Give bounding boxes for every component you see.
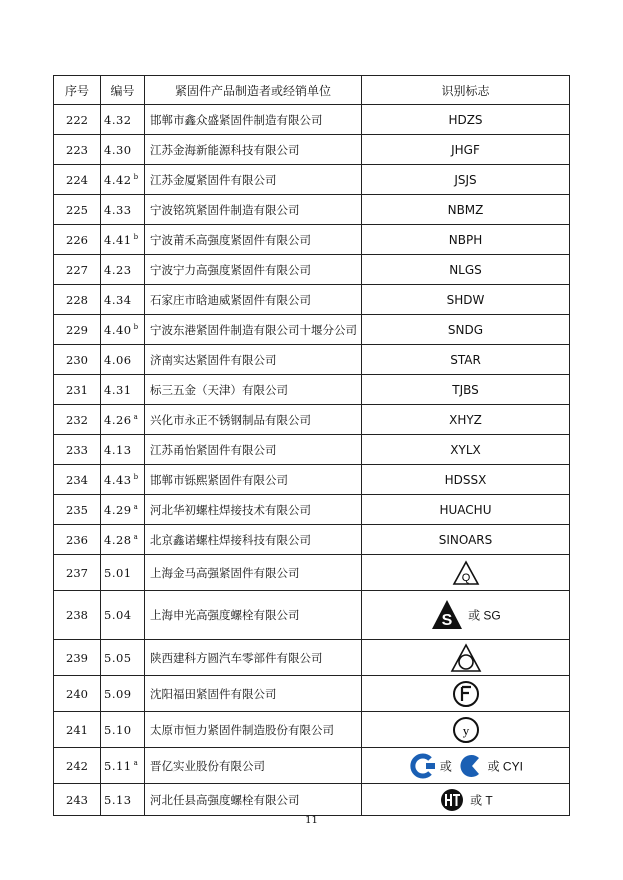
cell-name: 宁波宁力高强度紧固件有限公司 (145, 255, 362, 285)
table-row (54, 676, 570, 712)
cell-code (101, 285, 145, 315)
code-sup: b (133, 172, 139, 181)
circle-triangle-logo-icon (450, 643, 482, 673)
cell-seq: 222 (54, 105, 101, 135)
cell-name: 江苏甬怡紧固件有限公司 (145, 435, 362, 465)
cell-seq: 231 (54, 375, 101, 405)
table-row (54, 591, 570, 640)
cell-mark: XYLX (362, 435, 570, 465)
cell-seq: 233 (54, 435, 101, 465)
cell-code (101, 345, 145, 375)
code-value: 5.13 (104, 792, 132, 807)
cell-code (101, 555, 145, 591)
code-value: 4.32 (104, 112, 132, 127)
cell-code (101, 135, 145, 165)
fastener-table (53, 75, 570, 816)
cell-seq: 240 (54, 676, 101, 712)
cell-mark: NBMZ (362, 195, 570, 225)
svg-text:S: S (441, 612, 453, 629)
code-value: 4.34 (104, 292, 132, 307)
header-name: 紧固件产品制造者或经销单位 (145, 76, 362, 105)
cell-code (101, 784, 145, 816)
code-value: 4.23 (104, 262, 132, 277)
table-row (54, 105, 570, 135)
table-row (54, 165, 570, 195)
cell-name: 晋亿实业股份有限公司 (145, 748, 362, 784)
cell-seq: 228 (54, 285, 101, 315)
cell-seq: 241 (54, 712, 101, 748)
code-sup: a (133, 758, 139, 767)
code-value: 5.05 (104, 650, 132, 665)
cell-name: 邯郸市铄熙紧固件有限公司 (145, 465, 362, 495)
cell-mark (362, 640, 570, 676)
cell-name: 河北任县高强度螺栓有限公司 (145, 784, 362, 816)
cell-code (101, 375, 145, 405)
cell-mark: TJBS (362, 375, 570, 405)
cell-name: 济南实达紧固件有限公司 (145, 345, 362, 375)
cell-seq: 243 (54, 784, 101, 816)
cell-code (101, 640, 145, 676)
page-number: 11 (305, 815, 318, 826)
code-value: 4.43 (104, 472, 132, 487)
table-row (54, 315, 570, 345)
cell-code (101, 195, 145, 225)
cell-seq: 224 (54, 165, 101, 195)
table-row (54, 495, 570, 525)
cell-name: 河北华初螺柱焊接技术有限公司 (145, 495, 362, 525)
code-sup: a (133, 412, 139, 421)
cell-code (101, 525, 145, 555)
svg-text:Q: Q (461, 571, 470, 584)
circle-y-logo-icon (452, 716, 480, 744)
cell-name: 太原市恒力紧固件制造股份有限公司 (145, 712, 362, 748)
code-value: 4.30 (104, 142, 132, 157)
cell-mark: SINOARS (362, 525, 570, 555)
code-sup: a (133, 532, 139, 541)
table-row (54, 465, 570, 495)
mark-alt-text: 或 CYI (487, 759, 523, 773)
triangle-sg-logo-icon (430, 598, 464, 632)
cell-seq: 223 (54, 135, 101, 165)
code-value: 5.10 (104, 722, 132, 737)
cell-seq: 227 (54, 255, 101, 285)
cell-name: 石家庄市晗迪威紧固件有限公司 (145, 285, 362, 315)
cell-code (101, 435, 145, 465)
cell-seq: 234 (54, 465, 101, 495)
table-row (54, 135, 570, 165)
cell-mark: JHGF (362, 135, 570, 165)
header-mark: 识别标志 (362, 76, 570, 105)
cell-code (101, 495, 145, 525)
mark-alt-text: 或 T (470, 793, 493, 807)
cell-code (101, 591, 145, 640)
cell-seq: 230 (54, 345, 101, 375)
code-value: 4.28 (104, 532, 132, 547)
code-sup: a (133, 502, 139, 511)
cell-name: 标三五金（天津）有限公司 (145, 375, 362, 405)
cell-mark: HDZS (362, 105, 570, 135)
cell-name: 北京鑫诺螺柱焊接科技有限公司 (145, 525, 362, 555)
cell-seq: 225 (54, 195, 101, 225)
cell-code (101, 255, 145, 285)
code-value: 4.29 (104, 502, 132, 517)
cell-name: 江苏金海新能源科技有限公司 (145, 135, 362, 165)
table-row (54, 748, 570, 784)
cell-code (101, 225, 145, 255)
table-row (54, 435, 570, 465)
cell-name: 上海申光高强度螺栓有限公司 (145, 591, 362, 640)
cell-seq: 242 (54, 748, 101, 784)
triangle-q-logo-icon (452, 560, 480, 586)
cell-mark (362, 748, 570, 784)
cell-code (101, 465, 145, 495)
cell-mark: HUACHU (362, 495, 570, 525)
code-sup: b (133, 322, 139, 331)
code-sup: b (133, 232, 139, 241)
table-row (54, 255, 570, 285)
table-row (54, 784, 570, 816)
cell-mark: HDSSX (362, 465, 570, 495)
cell-mark (362, 784, 570, 816)
cell-mark (362, 712, 570, 748)
cell-seq: 237 (54, 555, 101, 591)
cell-mark: STAR (362, 345, 570, 375)
code-value: 4.33 (104, 202, 132, 217)
cell-name: 邯郸市鑫众盛紧固件制造有限公司 (145, 105, 362, 135)
table-row (54, 555, 570, 591)
jinyi-c-logo-icon (408, 753, 436, 779)
svg-text:y: y (462, 722, 469, 738)
table-row (54, 712, 570, 748)
cell-code (101, 315, 145, 345)
cell-seq: 232 (54, 405, 101, 435)
cell-code (101, 165, 145, 195)
cell-seq: 226 (54, 225, 101, 255)
cell-name: 上海金马高强紧固件有限公司 (145, 555, 362, 591)
cell-mark (362, 555, 570, 591)
cell-name: 宁波铭筑紧固件制造有限公司 (145, 195, 362, 225)
cell-seq: 238 (54, 591, 101, 640)
cell-code (101, 405, 145, 435)
mark-or-text: 或 (439, 759, 452, 773)
code-value: 4.13 (104, 442, 132, 457)
cell-mark: NBPH (362, 225, 570, 255)
cell-name: 宁波东港紧固件制造有限公司十堰分公司 (145, 315, 362, 345)
cell-mark: SNDG (362, 315, 570, 345)
cell-mark: SHDW (362, 285, 570, 315)
cell-seq: 235 (54, 495, 101, 525)
circle-ht-logo-icon (438, 787, 466, 813)
header-seq: 序号 (54, 76, 101, 105)
cell-name: 江苏金厦紧固件有限公司 (145, 165, 362, 195)
code-value: 4.26 (104, 412, 132, 427)
cell-mark (362, 676, 570, 712)
cell-name: 兴化市永正不锈钢制品有限公司 (145, 405, 362, 435)
code-value: 5.11 (104, 758, 132, 773)
code-value: 4.40 (104, 322, 132, 337)
cell-mark: JSJS (362, 165, 570, 195)
cell-seq: 239 (54, 640, 101, 676)
cell-mark: XHYZ (362, 405, 570, 435)
table-row (54, 640, 570, 676)
jinyi-c-solid-logo-icon (456, 753, 484, 779)
cell-seq: 229 (54, 315, 101, 345)
table-row (54, 345, 570, 375)
code-value: 5.04 (104, 608, 132, 622)
circle-f-logo-icon (452, 680, 480, 708)
code-value: 5.09 (104, 686, 132, 701)
code-value: 4.41 (104, 232, 132, 247)
table-row (54, 285, 570, 315)
cell-seq: 236 (54, 525, 101, 555)
code-value: 4.42 (104, 172, 132, 187)
cell-code (101, 105, 145, 135)
mark-alt-text: 或 SG (468, 608, 501, 623)
header-row (54, 76, 570, 105)
cell-name: 沈阳福田紧固件有限公司 (145, 676, 362, 712)
cell-name: 陕西建科方圆汽车零部件有限公司 (145, 640, 362, 676)
code-sup: b (133, 472, 139, 481)
code-value: 4.06 (104, 352, 132, 367)
table-row (54, 195, 570, 225)
table-row (54, 525, 570, 555)
table-row (54, 375, 570, 405)
table-row (54, 405, 570, 435)
cell-code (101, 748, 145, 784)
table-row (54, 225, 570, 255)
cell-name: 宁波莆禾高强度紧固件有限公司 (145, 225, 362, 255)
header-code: 编号 (101, 76, 145, 105)
code-value: 4.31 (104, 382, 132, 397)
cell-code (101, 676, 145, 712)
cell-mark: NLGS (362, 255, 570, 285)
code-value: 5.01 (104, 565, 132, 580)
cell-code (101, 712, 145, 748)
cell-mark (362, 591, 570, 640)
